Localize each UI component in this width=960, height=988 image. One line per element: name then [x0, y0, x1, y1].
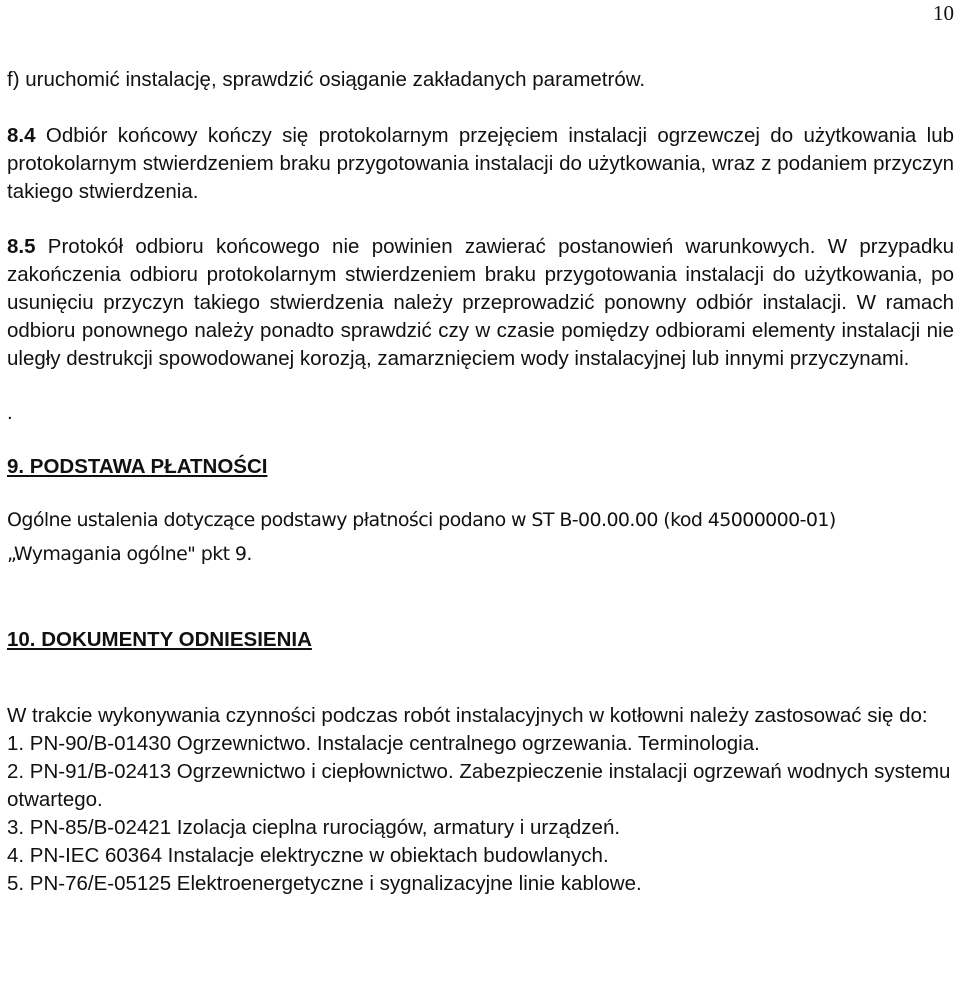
page-number: 10: [933, 1, 954, 25]
reference-list: [7, 730, 954, 898]
item-f: f) uruchomić instalację, sprawdzić osiąganie zakładanych parametrów.: [7, 68, 646, 91]
section-8-4-number: 8.4: [7, 124, 36, 147]
reference-item: 5. PN-76/E-05125 Elektroenergetyczne i sygnalizacyjne linie kablowe.: [7, 872, 642, 895]
document-body: [7, 66, 954, 898]
section-8-5-text: Protokół odbioru końcowego nie powinien zawierać postanowień warunkowych. W przypadku zakończenia odbioru protokolarnym stwierdzeniem braku przygotowania instalacji do użytkowania, po usunięciu przyczyn takiego stwierdzenia należy przeprowadzić ponowny odbiór instalacji. W ramach odbioru ponownego należy ponadto sprawdzić czy w czasie pomiędzy odbiorami elementy instalacji nie uległy destrukcji spowodowanej korozją, zamarznięciem wody instalacyjnej lub innymi przyczynami.: [7, 235, 954, 370]
reference-item: 3. PN-85/B-02421 Izolacja cieplna rurociągów, armatury i urządzeń.: [7, 816, 621, 839]
reference-item: 2. PN-91/B-02413 Ogrzewnictwo i ciepłownictwo. Zabezpieczenie instalacji ogrzewań wodnych systemu otwartego.: [7, 760, 951, 811]
section-8-4: [7, 122, 954, 206]
reference-item: 4. PN-IEC 60364 Instalacje elektryczne w obiektach budowlanych.: [7, 844, 609, 867]
section-9-heading: 9. PODSTAWA PŁATNOŚCI: [7, 455, 268, 478]
section-8-5: [7, 233, 954, 373]
section-9-text: Ogólne ustalenia dotyczące podstawy płatności podano w ST B-00.00.00 (kod 45000000-01) „Wymagania ogólne" pkt 9.: [7, 509, 836, 565]
reference-item: 1. PN-90/B-01430 Ogrzewnictwo. Instalacje centralnego ogrzewania. Terminologia.: [7, 732, 760, 755]
section-8-4-text: Odbiór końcowy kończy się protokolarnym przejęciem instalacji ogrzewczej do użytkowania lub protokolarnym stwierdzeniem braku przygotowania instalacji do użytkowania, wraz z podaniem przyczyn takiego stwierdzenia.: [7, 124, 954, 203]
stray-dot: .: [7, 401, 13, 424]
section-8-5-number: 8.5: [7, 235, 36, 258]
section-10-heading: 10. DOKUMENTY ODNIESIENIA: [7, 628, 312, 651]
section-10-intro: W trakcie wykonywania czynności podczas robót instalacyjnych w kotłowni należy zastosować się do:: [7, 704, 928, 727]
